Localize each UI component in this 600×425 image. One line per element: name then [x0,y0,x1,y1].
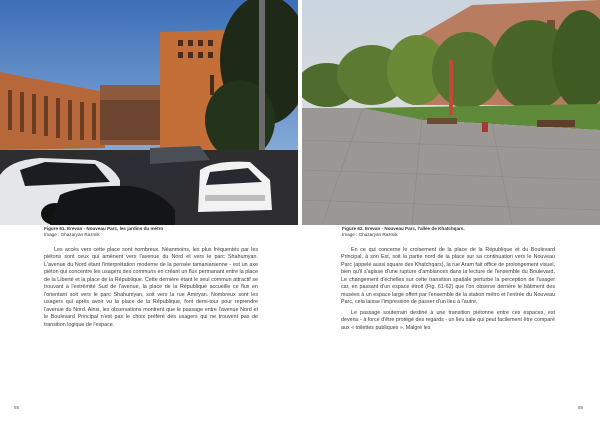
right-page-number: 89 [578,405,584,410]
left-page-body [44,247,258,332]
left-paragraph-1: Les accès vers cette place sont nombreux. Néanmoins, les plus fréquentés par les piétons sont ceux qui amènent vers l'avenue du Nord et vers le parc Shahumyan. L'avenue du Nord étant l'interprétation moderne de la pensée tamanianienne - est un axe piéton qui concentre les usagers des communs en créant un flux permanant entre la place de la Liberté et la place de la République. Cette dernière étant le seul commun attractif se trouvant à l'extrémité Sud de l'avenue, la place de la République accueille ce flux en l'orientant soit vers le parc Shahumyan, soit vers la rue Amiryan. Nombreux sont les usagers qui après avoir vu la place de la République, font demi-tour pour reprendre l'avenue du Nord. Ainsi, les observations montrent que le passage entre l'avenue Nord et le Boulevard Principal n'est pas le choix préféré des usagers qui ne trouvent pas de transition logique de l'espace. [44,247,258,328]
right-paragraph-1: En ce qui concerne le croisement de la place de la République et du Boulevard Principal, à son Est, soit la partie nord de la place sur sa continuation vers le Nouveau Parc (appelé aussi square des Khatchqars), la rue Aram fait office de prolongement visuel, bien qu'il s'agisse d'une rupture d'ambiances dans la lecture de l'ensemble du Boulevard. Le changement d'échelles sur cette transition spatiale perturbe la perception de l'usager car, en passant d'un espace étroit (Fig. 61-62) que l'on observe derrière le bâtiment des musées à un espace large offert par l'ensemble de la station métro et l'entrée du Nouveau Parc, cela laisse l'impression de passer d'un lieu à l'autre. [341,247,555,306]
left-page-number: 88 [14,405,20,410]
figure-61-photo [0,0,298,225]
figure-62-photo [302,0,600,225]
figure-62-caption-title: Figure 62. Erevan - Nouveau Parc, l'allée de Khatchqars. [342,226,465,231]
figure-61-caption-title: Figure 61. Erevan - Nouveau Parc, les jardins du métro [44,226,164,231]
figure-61-caption-credit: Image : Ghazaryan Razmik [44,231,100,237]
figure-62-caption-credit: Image : Ghazaryan Razmik [342,231,398,237]
figure-61-caption [44,226,244,237]
figure-62-caption [342,226,562,237]
right-page-body [341,247,555,335]
right-paragraph-2: Le passage souterrain destiné à une transition piétonne entre ces espaces, est devenu - à force d'être protégé des regards - un lieu sale qui peut facilement être comparé aux « toilettes publiques ». Malgré les [341,309,555,331]
